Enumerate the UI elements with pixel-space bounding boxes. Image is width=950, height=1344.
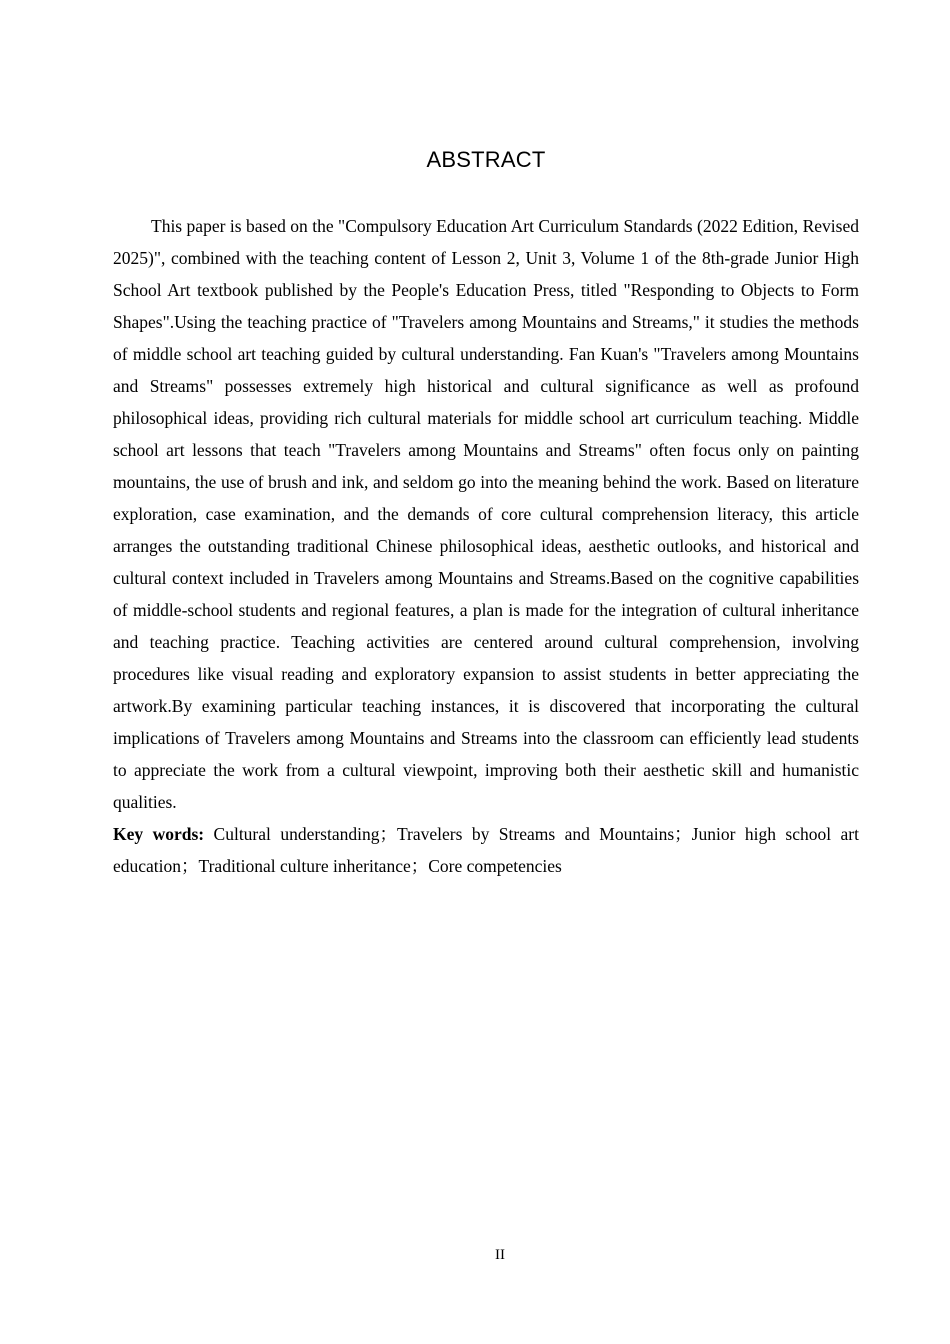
abstract-body <box>113 210 859 882</box>
abstract-paragraph: This paper is based on the "Compulsory Education Art Curriculum Standards (2022 Edition, Revised 2025)", combined with the teaching content of Lesson 2, Unit 3, Volume 1 of the 8th-grade Junior High School Art textbook published by the People's Education Press, titled "Responding to Objects to Form Shapes".Using the teaching practice of "Travelers among Mountains and Streams," it studies the methods of middle school art teaching guided by cultural understanding. Fan Kuan's "Travelers among Mountains and Streams" possesses extremely high historical and cultural significance as well as profound philosophical ideas, providing rich cultural materials for middle school art curriculum teaching. Middle school art lessons that teach "Travelers among Mountains and Streams" often focus only on painting mountains, the use of brush and ink, and seldom go into the meaning behind the work. Based on literature exploration, case examination, and the demands of core cultural comprehension literacy, this article arranges the outstanding traditional Chinese philosophical ideas, aesthetic outlooks, and historical and cultural context included in Travelers among Mountains and Streams.Based on the cognitive capabilities of middle-school students and regional features, a plan is made for the integration of cultural inheritance and teaching practice. Teaching activities are centered around cultural comprehension, involving procedures like visual reading and exploratory expansion to assist students in better appreciating the artwork.By examining particular teaching instances, it is discovered that incorporating the cultural implications of Travelers among Mountains and Streams into the classroom can efficiently lead students to appreciate the work from a cultural viewpoint, improving both their aesthetic skill and humanistic qualities. <box>113 216 859 812</box>
abstract-title: ABSTRACT <box>426 147 546 172</box>
keywords-paragraph <box>113 818 859 882</box>
page-number: II <box>495 1247 505 1263</box>
keywords-list: Cultural understanding；Travelers by Streams and Mountains；Junior high school art education；Traditional culture inheritance；Core competencies <box>113 824 859 876</box>
keywords-label: Key words: <box>113 824 214 844</box>
